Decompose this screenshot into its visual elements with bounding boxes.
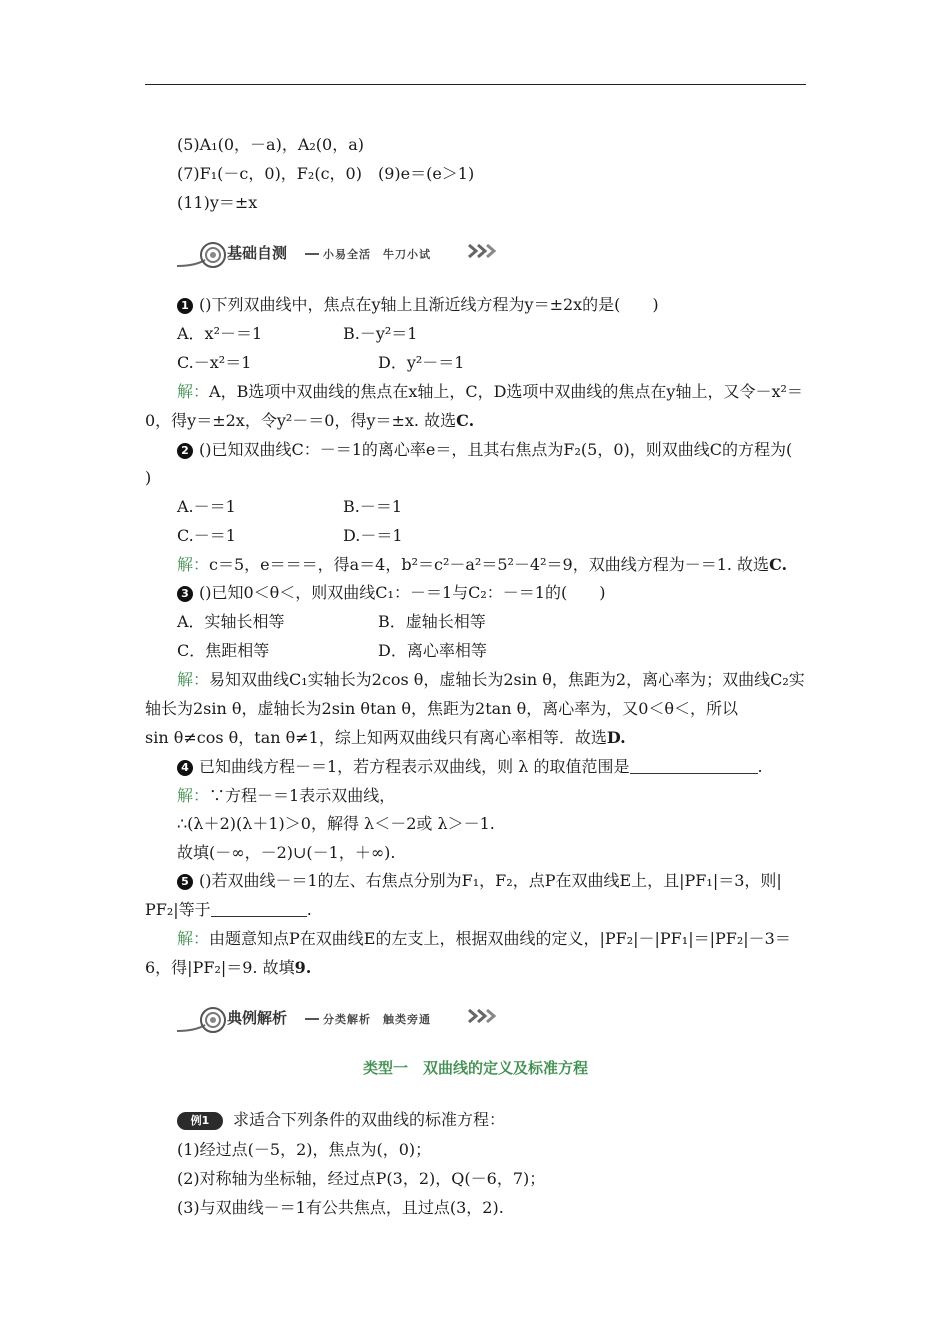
question-stem: ()若双曲线－＝1的左、右焦点分别为F₁，F₂，点P在双曲线E上，且|PF₁|＝3，则| xyxy=(199,871,782,890)
answer-text-cont xyxy=(145,728,626,748)
answer-text-cont: ∴(λ＋2)(λ＋1)＞0，解得 λ＜－2或 λ＞－1. xyxy=(177,814,495,833)
answer-choice: C. xyxy=(769,555,788,574)
answer-choice: 9. xyxy=(294,958,312,977)
banner-subtitle: 小易全活 牛刀小试 xyxy=(323,248,431,261)
answer-label: 解： xyxy=(177,786,210,805)
answer-text-cont xyxy=(145,411,474,431)
option-b: B.－＝1 xyxy=(343,497,403,516)
banner-title: 基础自测 xyxy=(227,244,288,262)
banner-dash xyxy=(305,253,319,255)
answer-body: A，B选项中双曲线的焦点在x轴上，C，D选项中双曲线的焦点在y轴上，又令－x²＝ xyxy=(209,382,803,401)
answer-line-7-9: (7)F₁(－c，0)，F₂(c，0) (9)e＝(e＞1) xyxy=(177,164,475,183)
answer-text-cont: 轴长为2sin θ，虚轴长为2sin θtan θ，焦距为2tan θ，离心率为，又0＜θ＜，所以 xyxy=(145,699,739,718)
example-item: (1)经过点(－5，2)，焦点为(，0)； xyxy=(177,1140,432,1159)
answer-label: 解： xyxy=(177,555,210,574)
header-rule xyxy=(145,84,806,85)
option-b: B．虚轴长相等 xyxy=(378,612,486,631)
option-a: A．x²－＝1 xyxy=(177,324,263,343)
answer-body: ∵方程－＝1表示双曲线， xyxy=(209,786,396,805)
answer-line-11: (11)y＝±x xyxy=(177,193,258,212)
question-stem-end: . xyxy=(306,900,312,919)
banner-basic-test xyxy=(175,240,505,272)
option-d: D.－＝1 xyxy=(343,526,403,545)
example-item: (3)与双曲线－＝1有公共焦点，且过点(3，2). xyxy=(177,1198,504,1217)
option-c: C.－x²＝1 xyxy=(177,353,252,372)
example-item: (2)对称轴为坐标轴，经过点P(3，2)，Q(－6，7)； xyxy=(177,1169,546,1188)
answer-body: c＝5，e＝＝＝，得a＝4，b²＝c²－a²＝5²－4²＝9，双曲线方程为－＝1. 故选 xyxy=(209,555,770,574)
question-stem: PF₂|等于 xyxy=(145,900,211,919)
option-b: B.－y²＝1 xyxy=(343,324,418,343)
answer-body: 由题意知点P在双曲线E的左支上，根据双曲线的定义，|PF₂|－|PF₁|＝|PF₂|－3＝ xyxy=(209,929,791,948)
option-d: D．离心率相等 xyxy=(378,641,487,660)
banner-example-analysis xyxy=(175,1005,505,1037)
example-1 xyxy=(177,1110,505,1130)
question-stem: 已知曲线方程－＝1，若方程表示双曲线，则 λ 的取值范围是 xyxy=(199,757,630,776)
question-number-badge: 5 xyxy=(177,874,193,890)
option-c: C．焦距相等 xyxy=(177,641,270,660)
answer-body: 6，得|PF₂|＝9. 故填 xyxy=(145,958,295,977)
question-1 xyxy=(177,295,659,315)
question-number-badge: 4 xyxy=(177,760,193,776)
answer-label: 解： xyxy=(177,929,210,948)
answer-text-cont: 故填(－∞，－2)∪(－1，＋∞). xyxy=(177,843,396,862)
answer-text xyxy=(177,670,805,690)
answer-line-5: (5)A₁(0，－a)，A₂(0，a) xyxy=(177,135,365,154)
banner-subtitle: 分类解析 触类旁通 xyxy=(323,1013,431,1026)
answer-body: sin θ≠cos θ，tan θ≠1，综上知两双曲线只有离心率相等．故选 xyxy=(145,728,607,747)
answer-body: 0，得y＝±2x，令y²－＝0，得y＝±x. 故选 xyxy=(145,411,457,430)
answer-text xyxy=(177,786,395,806)
question-stem-cont xyxy=(145,900,312,920)
question-number-badge: 2 xyxy=(177,443,193,459)
answer-text xyxy=(177,555,787,575)
option-d: D．y²－＝1 xyxy=(378,353,465,372)
banner-title: 典例解析 xyxy=(227,1009,288,1027)
question-5 xyxy=(177,871,782,891)
double-arrow-icon xyxy=(467,1008,497,1024)
banner-dash xyxy=(305,1018,319,1020)
swirl-icon xyxy=(175,1005,227,1035)
option-a: A．实轴长相等 xyxy=(177,612,285,631)
answer-choice: D. xyxy=(606,728,626,747)
question-3 xyxy=(177,583,605,603)
answer-body: 易知双曲线C₁实轴长为2cos θ，虚轴长为2sin θ，焦距为2，离心率为；双曲线C₂实 xyxy=(209,670,805,689)
question-2 xyxy=(177,440,792,460)
question-number-badge: 1 xyxy=(177,298,193,314)
answer-choice: C. xyxy=(456,411,475,430)
question-number-badge: 3 xyxy=(177,586,193,602)
question-stem: ()已知0＜θ＜，则双曲线C₁：－＝1与C₂：－＝1的( ) xyxy=(199,583,606,602)
double-arrow-icon xyxy=(467,243,497,259)
answer-text xyxy=(177,382,803,402)
answer-blank xyxy=(211,902,307,917)
answer-blank xyxy=(630,759,758,774)
question-stem-cont: ) xyxy=(145,468,152,487)
swirl-icon xyxy=(175,240,227,270)
question-4 xyxy=(177,757,763,777)
answer-text-cont xyxy=(145,958,311,978)
example-badge: 例1 xyxy=(177,1112,223,1130)
option-c: C.－＝1 xyxy=(177,526,236,545)
option-a: A.－＝1 xyxy=(177,497,236,516)
question-stem: ()已知双曲线C：－＝1的离心率e＝，且其右焦点为F₂(5，0)，则双曲线C的方程为( xyxy=(199,440,793,459)
answer-label: 解： xyxy=(177,382,210,401)
section-title: 类型一 双曲线的定义及标准方程 xyxy=(362,1059,588,1077)
example-stem: 求适合下列条件的双曲线的标准方程： xyxy=(233,1110,506,1129)
answer-label: 解： xyxy=(177,670,210,689)
question-stem-end: . xyxy=(757,757,763,776)
question-stem: ()下列双曲线中，焦点在y轴上且渐近线方程为y＝±2x的是( ) xyxy=(199,295,659,314)
answer-text xyxy=(177,929,791,949)
